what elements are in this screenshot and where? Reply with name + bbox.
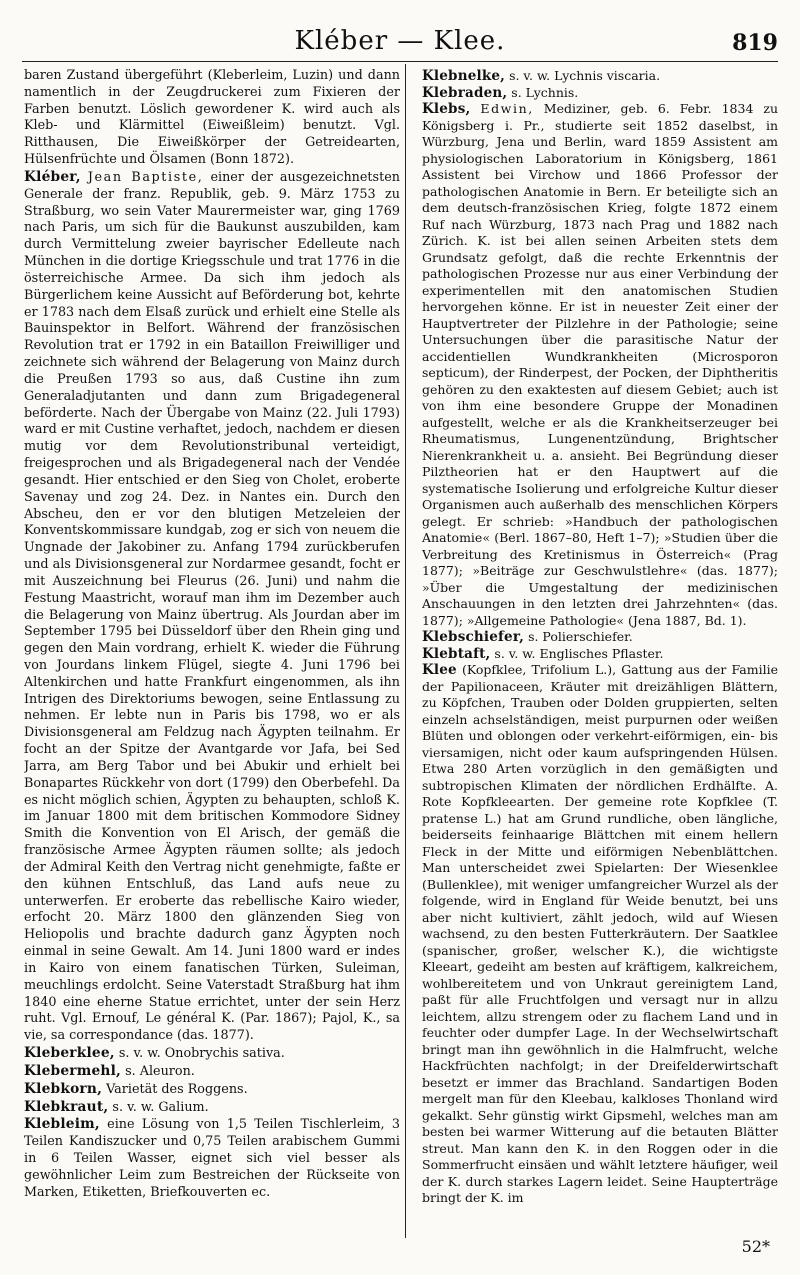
- entry-kleber-continuation: baren Zustand übergeführt (Kleberleim, Luzin) und dann namentlich in der Zeugdruckerei zum Fixieren der Farben benutzt. Löslich gewordener K. wird auch als Kleb- und Klärmittel (Eiweißleim) benutzt. Vgl. Ritthausen, Die Eiweißkörper der Getreidearten, Hülsenfrüchte und Ölsamen (Bonn 1872).: [24, 68, 400, 168]
- running-head: Kléber — Klee.: [294, 26, 506, 56]
- right-column: [422, 68, 778, 1233]
- entry-text: eine Lösung von 1,5 Teilen Tischlerleim, 3 Teilen Kandiszucker und 0,75 Teilen arabischem Gummi in 6 Teilen Wasser, eignet sich viel besser als gewöhnlicher Leim zum Bestreichen der Rückseite von Marken, Etiketten, Briefkouverten ec.: [24, 1117, 400, 1200]
- entry-text: s. Polierschiefer.: [528, 629, 633, 644]
- entry-text: Varietät des Roggens.: [106, 1081, 248, 1097]
- headword: Klebnelke,: [422, 68, 506, 84]
- entry-text: s. v. w. Englisches Pflaster.: [494, 645, 664, 661]
- signature-mark: 52*: [741, 1237, 770, 1256]
- headword: Klebtaft,: [422, 645, 491, 662]
- entry-klee: [422, 662, 778, 1207]
- entry-text: einer der ausgezeichnetsten Generale der franz. Republik, geb. 9. März 1753 zu Straßburg, wo sein Vater Maurermeister war, ging 1769 nach Paris, um sich für die Baukunst auszubilden, kam durch Vermittelung zweier bayrischer Edelleute nach München in die dortige Kriegsschule und trat 1776 in die österreichische Armee. Da sich ihm jedoch als Bürgerlichem keine Aussicht auf Beförderung bot, kehrte er 1783 nach dem Elsaß zurück und erhielt eine Stelle als Bauinspektor in Belfort. Während der französischen Revolution trat er 1792 in ein Bataillon Freiwilliger und zeichnete sich während der Belagerung von Mainz durch die Preußen 1793 so aus, daß Custine ihn zum Generaladjutanten und dann zum Brigadegeneral beförderte. Nach der Übergabe von Mainz (22. Juli 1793) ward er mit Custine verhaftet, jedoch, nachdem er diesen mutig vor dem Revolutionstribunal verteidigt, freigesprochen und als Brigadegeneral nach der Vendée gesandt. Hier entschied er den Sieg von Cholet, eroberte Savenay und zog 24. Dez. in Nantes ein. Durch den Abscheu, den er vor den blutigen Metzeleien der Konventskommissare kundgab, zog er sich von neuem die Ungnade der Jakobiner zu. Anfang 1794 zurückberufen und als Divisionsgeneral zur Nordarmee gesandt, focht er mit Auszeichnung bei Fleurus (26. Juni) und nahm die Festung Maastricht, worauf man ihm im Dezember auch die Belagerung von Mainz übertrug. Als Jourdan aber im September 1795 bei Düsseldorf über den Rhein ging und gegen den Main vordrang, erhielt K. wieder die Führung von Jourdans linkem Flügel, siegte 4. Juni 1796 bei Altenkirchen und hatte Frankfurt eingenommen, als ihn Intrigen des Direktoriums bewogen, seine Entlassung zu nehmen. Er lebte nun in Paris bis 1798, wo er als Divisionsgeneral am Feldzug nach Ägypten teilnahm. Er focht an der Spitze der Avantgarde vor Jafa, bei Sed Jarra, am Berg Tabor und bei Abukir und erhielt bei Bonapartes Rückkehr von dort (1799) den Oberbefehl. Da es nicht möglich schien, Ägypten zu behaupten, schloß K. im Januar 1800 mit dem britischen Kommodore Sidney Smith die Konvention von El Arisch, der gemäß die französische Armee Ägypten räumen sollte; als jedoch der Admiral Keith den Vertrag nicht genehmigte, faßte er den kühnen Entschluß, das Land aufs neue zu unterwerfen. Er eroberte das rebellische Kairo wieder, erfocht 20. März 1800 den glänzenden Sieg von Heliopolis und brachte dadurch ganz Ägypten noch einmal in seine Gewalt. Am 14. Juni 1800 ward er indes in Kairo von einem fanatischen Türken, Suleiman, meuchlings erdolcht. Seine Vaterstadt Straßburg hat ihm 1840 eine eherne Statue errichtet, unter der sein Herz ruht. Vgl. Ernouf, Le général K. (Par. 1867); Pajol, K., sa vie, sa correspondance (das. 1877).: [24, 169, 400, 1044]
- entry-kleber: [24, 169, 400, 1045]
- entry-klebtaft: [422, 646, 778, 663]
- left-column: [24, 68, 400, 1233]
- column-divider: [405, 64, 406, 1238]
- entry-klebleim: [24, 1116, 400, 1201]
- headword: Klebschiefer,: [422, 629, 525, 645]
- entry-klebkorn: [24, 1081, 400, 1099]
- headword: Klebraden,: [422, 84, 508, 101]
- entry-klebraden: [422, 85, 778, 102]
- headword: Klebleim,: [24, 1116, 100, 1133]
- page-number: 819: [732, 30, 778, 56]
- entry-klebkraut: [24, 1099, 400, 1117]
- entry-text: (Kopfklee, Trifolium L.), Gattung aus der Familie der Papilionaceen, Kräuter mit dreizähligen Blättern, zu Köpfchen, Trauben oder Dolden gruppierten, selten einzeln achselständigen, meist purpurnen oder weißen Blüten und oblongen oder verkehrt-eiförmigen, ein- bis viersamigen, nicht oder kaum aufspringenden Hülsen. Etwa 280 Arten vorzüglich in den gemäßigten und subtropischen Klimaten der nördlichen Erdhälfte. A. Rote Kopfkleearten. Der gemeine rote Kopfklee (T. pratense L.) hat am Grund rundliche, oben längliche, beiderseits feinhaarige Blättchen mit einem hellern Fleck in der Mitte und eiförmigen Nebenblättchen. Man unterscheidet zwei Spielarten: Der Wiesenklee (Bullenklee), mit weniger umfangreicher Wurzel als der folgende, wird in England für Weide benutzt, bei uns aber nicht kultiviert, zählt jedoch, wild auf Wiesen wachsend, zu den besten Futterkräutern. Der Saatklee (spanischer, großer, welscher K.), die wichtigste Kleeart, gedeiht am besten auf kräftigem, kalkreichem, wohlbereitetem und von Unkraut gereinigtem Land, paßt für alle Fruchtfolgen und versagt nur in allzu leichtem, allzu strengem oder zu flachem Land und in feuchter oder dumpfer Lage. In der Wechselwirtschaft bringt man ihn gewöhnlich in die Halmfrucht, welche Hackfrüchten nachfolgt; in der Dreifelderwirtschaft besetzt er immer das Brachland. Sandartigen Boden mergelt man für den Kleebau, kalkloses Thonland wird gekalkt. Sehr günstig wirkt Gipsmehl, welches man am besten bei warmer Witterung auf die betauten Blätter streut. Man kann den K. in den Roggen oder in die Sommerfrucht einsäen und wählt letztere häufiger, weil der K. durch starkes Lagern leidet. Seine Haupterträge bringt der K. im: [422, 662, 778, 1205]
- entry-klebnelke: [422, 68, 778, 85]
- entry-klebermehl: [24, 1063, 400, 1081]
- entry-kleberklee: [24, 1045, 400, 1063]
- entry-klebschiefer: [422, 629, 778, 646]
- headword: Kléber,: [24, 168, 81, 185]
- entry-text: s. v. w. Onobrychis sativa.: [118, 1046, 285, 1062]
- headword: Klebkraut,: [24, 1098, 109, 1115]
- entry-text: s. Lychnis.: [511, 84, 579, 100]
- entry-name: Edwin,: [480, 101, 534, 116]
- entry-text: Mediziner, geb. 6. Febr. 1834 zu Königsberg i. Pr., studierte seit 1852 daselbst, in Würzburg, Jena und Berlin, ward 1859 Assistent am physiologischen Laboratorium in Königsberg, 1861 Assistent bei Virchow und 1866 Professor der pathologischen Anatomie in Bern. Er beteiligte sich an dem deutsch-französischen Krieg, folgte 1872 einem Ruf nach Würzburg, 1873 nach Prag und 1882 nach Zürich. K. ist bei allen seinen Arbeiten stets dem Grundsatz gefolgt, daß die rechte Erkenntnis der pathologischen Prozesse nur aus einer Verbindung der experimentellen mit den anatomischen Studien hervorgehen könne. Er ist in neuester Zeit einer der Hauptvertreter der Pilzlehre in der Pathologie; seine Untersuchungen über die parasitische Natur der accidentiellen Wundkrankheiten (Microsporon septicum), der Rinderpest, der Pocken, der Diphtheritis gehören zu den exaktesten auf diesem Gebiet; auch ist von ihm eine besondere Gruppe der Monadinen aufgestellt, welche er als die Krankheitserzeuger bei Rheumatismus, Lungenentzündung, Brightscher Nierenkrankheit u. a. ansieht. Bei Begründung dieser Pilztheorien hat er den Hauptwert auf die systematische Isolierung und erfolgreiche Kultur dieser Organismen auch außerhalb des menschlichen Körpers gelegt. Er schrieb: »Handbuch der pathologischen Anatomie« (Berl. 1867–80, Heft 1–7); »Studien über die Verbreitung des Kretinismus in Österreich« (Prag 1877); »Beiträge zur Geschwulstlehre« (das. 1877); »Über die Umgestaltung der medizinischen Anschauungen in den letzten drei Jahrzehnten« (das. 1877); »Allgemeine Pathologie« (Jena 1887, Bd. 1).: [422, 101, 778, 628]
- headword: Kleberklee,: [24, 1045, 115, 1062]
- headword: Klebermehl,: [24, 1062, 122, 1079]
- headword: Klebkorn,: [24, 1080, 103, 1097]
- page-header: [0, 26, 800, 60]
- header-rule: [22, 61, 778, 62]
- entry-text: s. v. w. Galium.: [112, 1099, 209, 1115]
- entry-text: s. v. w. Lychnis viscaria.: [509, 68, 661, 83]
- headword: Klee: [422, 662, 457, 678]
- entry-text: s. Aleuron.: [125, 1063, 195, 1079]
- headword: Klebs,: [422, 101, 471, 117]
- entry-name: Jean Baptiste,: [87, 169, 204, 185]
- entry-klebs: [422, 101, 778, 629]
